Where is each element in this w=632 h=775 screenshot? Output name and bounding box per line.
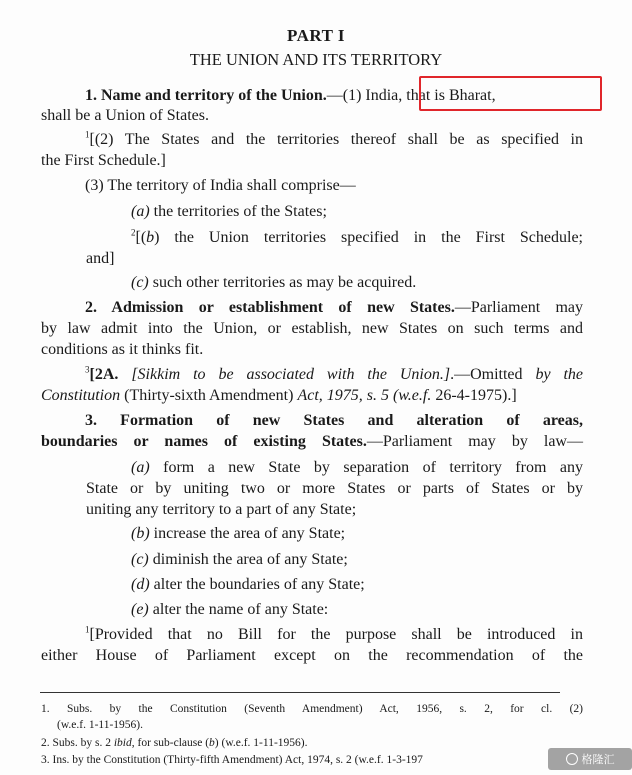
article3-clause-e: (e) alter the name of any State: xyxy=(131,601,329,618)
article3-proviso-line1: $^1$[Provided that no Bill for the purpose shall be introduced in xyxy=(85,624,583,643)
watermark xyxy=(548,748,632,770)
article2-line3: conditions as it thinks fit. xyxy=(41,341,204,358)
article1-subclause-b: $^2$[(b) the Union territories specified in the First Schedule; xyxy=(131,227,583,246)
article3-heading-line2: boundaries or names of existing States.—Parliament may by law— xyxy=(41,433,583,450)
article1-line2: shall be a Union of States. xyxy=(41,107,209,124)
article3-clause-b: (b) increase the area of any State; xyxy=(131,525,346,542)
article2a-line1: $^3$[2A. [Sikkim to be associated with the Union.].—Omitted by the xyxy=(85,364,584,383)
article1-clause-num: —(1) xyxy=(326,87,362,104)
footnote-ref-3: 3 xyxy=(85,364,90,375)
article1-subclause-b-and: and] xyxy=(86,250,115,267)
article1-clause3: (3) The territory of India shall comprise— xyxy=(85,177,356,194)
article2a-line2: Constitution (Thirty-sixth Amendment) Act, 1975, s. 5 (w.e.f. 26-4-1975).] xyxy=(41,387,517,404)
article3-clause-a-line1: (a) form a new State by separation of territory from any xyxy=(131,459,583,476)
article3-clause-a-line3: uniting any territory to a part of any State; xyxy=(86,501,357,518)
article3-clause-c: (c) diminish the area of any State; xyxy=(131,551,348,568)
article3-clause-d: (d) alter the boundaries of any State; xyxy=(131,576,365,593)
footnote-1-line2: (w.e.f. 1-11-1956). xyxy=(57,719,144,731)
footnote-ref-1b: 1 xyxy=(85,624,90,635)
article2-heading: 2. Admission or establishment of new States. xyxy=(85,299,455,316)
article1-subclause-a: (a) the territories of the States; xyxy=(131,203,327,220)
watermark-logo-icon xyxy=(566,753,578,765)
article3-heading-line1 xyxy=(85,411,583,431)
article3-heading: 3. Formation of new States and alteration of areas, xyxy=(85,412,583,429)
footnote-2: 2. Subs. by s. 2 ibid, for sub-clause (b) (w.e.f. 1-11-1956). xyxy=(41,737,308,749)
footnote-ref-2: 2 xyxy=(131,227,136,238)
article1-highlight-text: India, that is Bharat, xyxy=(365,87,496,104)
article2-line1: 2. Admission or establishment of new States.—Parliament may xyxy=(85,299,583,316)
footnote-3: 3. Ins. by the Constitution (Thirty-fifth Amendment) Act, 1974, s. 2 (w.e.f. 1-3-197 xyxy=(41,754,423,766)
article3-clause-a-line2: State or by uniting two or more States or parts of States or by xyxy=(86,480,583,497)
watermark-text: 格隆汇 xyxy=(581,753,615,766)
article1-heading: 1. Name and territory of the Union. xyxy=(85,87,327,104)
part-heading: PART I xyxy=(287,26,345,45)
red-highlight-box xyxy=(419,76,602,111)
article2-line2: by law admit into the Union, or establish, new States on such terms and xyxy=(41,320,583,337)
article1-subclause-c: (c) such other territories as may be acquired. xyxy=(131,274,417,291)
footnote-ref-1: 1 xyxy=(85,129,90,140)
article3-proviso-line2: either House of Parliament except on the recommendation of the xyxy=(41,647,583,664)
footnote-divider xyxy=(40,692,560,693)
footnote-1-line1: 1. Subs. by the Constitution (Seventh Amendment) Act, 1956, s. 2, for cl. (2) xyxy=(41,703,583,715)
article1-clause2-line1: $^1$[(2) The States and the territories thereof shall be as specified in xyxy=(85,129,583,148)
part-title: THE UNION AND ITS TERRITORY xyxy=(189,50,443,69)
article1-clause2-line2: the First Schedule.] xyxy=(41,152,166,169)
